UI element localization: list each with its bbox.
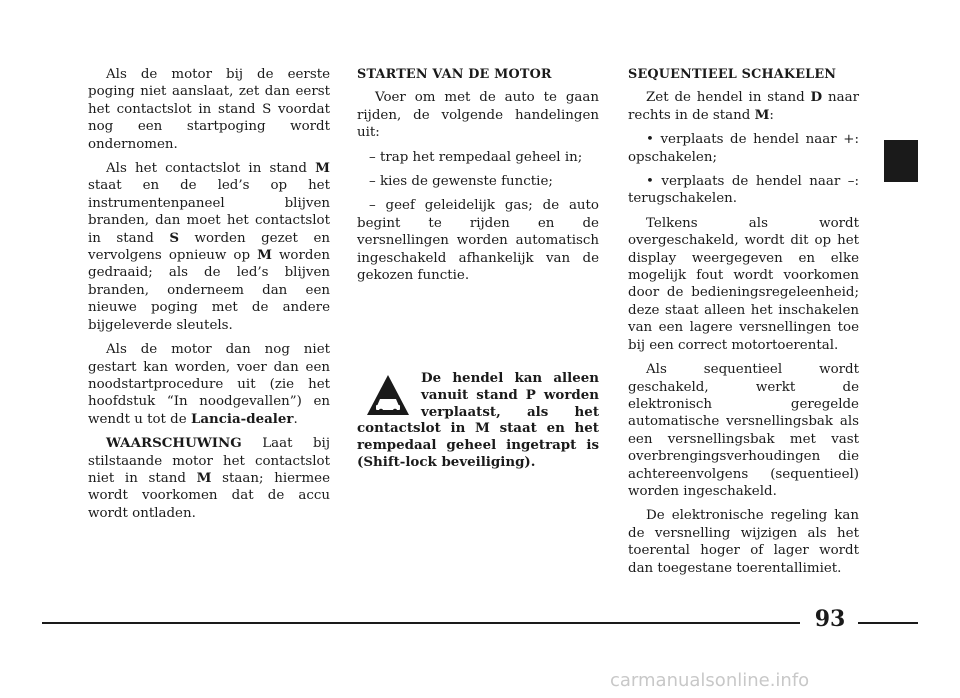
paragraph-emergency-start: Als de motor dan nog niet gestart kan worden, voer dan een noodstartprocedure uit (zie het hoofdstuk “In noodgevallen”) en wendt u tot de Lancia-dealer.: [88, 342, 330, 427]
list-item: – geef geleidelijk gas; de auto begint te rijden en de versnellingen worden automatisch ingeschakeld afhankelijk van de gekozen functie.: [357, 198, 599, 284]
paragraph-warning-battery: WAARSCHUWING Laat bij stilstaande motor het contactslot niet in stand M staan; hiermee wordt voorkomen dat de accu wordt ontladen.: [88, 435, 330, 521]
warning-car-icon: [365, 372, 411, 418]
paragraph-led-check: Als het contactslot in stand M staat en de led’s op het instrumentenpaneel blijven branden, dan moet het contactslot in stand S worden gezet en vervolgens opnieuw op M worden gedraaid; als de led’s blijven branden, onderneem dan een nieuwe poging met de andere bijgeleverde sleutels.: [88, 160, 331, 333]
page-number: 93: [814, 606, 846, 632]
warning-note: [357, 370, 599, 471]
watermark: carmanualsonline.info: [610, 670, 810, 691]
bullet-downshift: • verplaats de hendel naar –: terugschakelen.: [628, 174, 859, 207]
list-item: – kies de gewenste functie;: [369, 174, 553, 190]
warning-text: De hendel kan alleen vanuit stand P worden verplaatst, als het contactslot in M staat en het rempedaal geheel ingetrapt is (Shift-lock beveiliging).: [357, 370, 599, 470]
footer-rule-right: [858, 622, 918, 624]
section-heading-sequential: SEQUENTIEEL SCHAKELEN: [628, 67, 837, 82]
paragraph-display: Telkens als wordt overgeschakeld, wordt dit op het display weergegeven en elke mogelijk fout wordt voorkomen door de bedieningsregeleenheid; deze staat alleen het inschakelen van een lagere versnellingen toe bij een correct motortoerental.: [628, 215, 859, 353]
column-3: [628, 66, 859, 584]
footer-rule-left: [42, 622, 800, 624]
section-tab-marker: [884, 140, 918, 182]
section-heading-starting: STARTEN VAN DE MOTOR: [357, 67, 552, 82]
paragraph-intro: Voer om met de auto te gaan rijden, de volgende handelingen uit:: [357, 90, 599, 141]
bullet-upshift: • verplaats de hendel naar +: opschakelen;: [628, 132, 859, 165]
paragraph-lever-position: Zet de hendel in stand D naar rechts in de stand M:: [628, 89, 859, 123]
paragraph-retry-start: Als de motor bij de eerste poging niet aanslaat, zet dan eerst het contactslot in stand S voordat nog een startpoging wordt ondernomen.: [88, 67, 330, 152]
column-1: [88, 66, 330, 529]
column-2: [357, 66, 599, 291]
paragraph-electronic-control: De elektronische regeling kan de versnelling wijzigen als het toerental hoger of lager wordt dan toegestane toerentallimiet.: [628, 508, 859, 576]
list-item: – trap het rempedaal geheel in;: [369, 149, 583, 165]
paragraph-sequential: Als sequentieel wordt geschakeld, werkt de elektronisch geregelde automatische versnellingsbak als een versnellingsbak met vast overbrengingsverhoudingen die achtereenvolgens (sequentieel) worden ingeschakeld.: [628, 362, 859, 499]
